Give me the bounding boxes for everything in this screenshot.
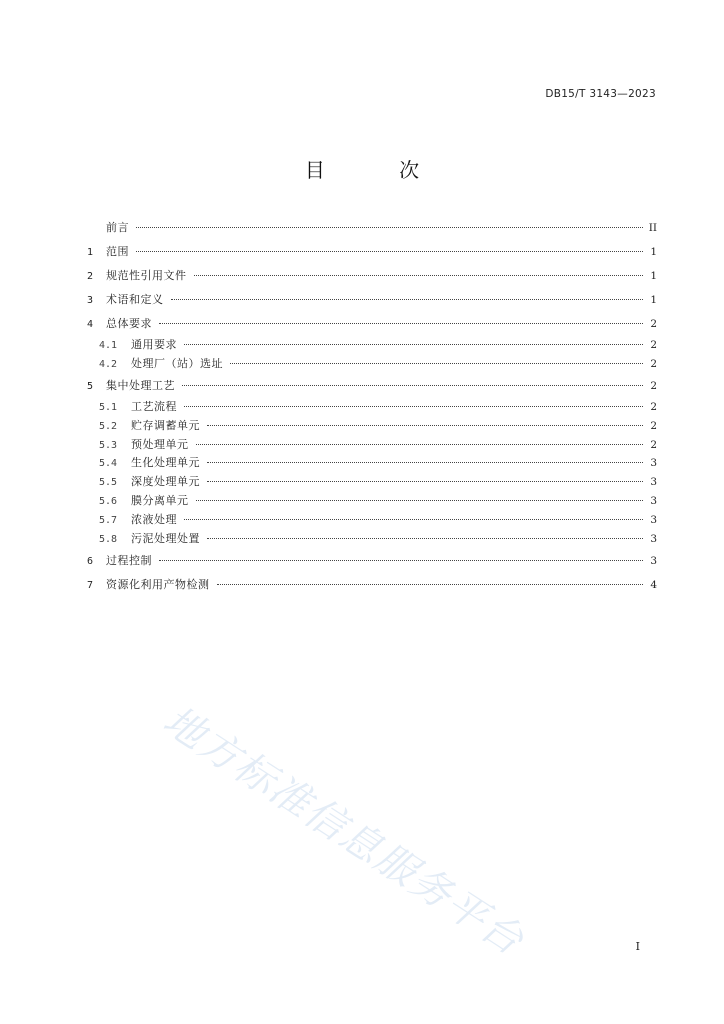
toc-entry-number: 2 xyxy=(87,271,94,282)
toc-entry[interactable] xyxy=(87,398,657,417)
toc-entry-title: 前言 xyxy=(106,221,129,234)
toc-entry[interactable] xyxy=(87,511,657,530)
toc-entry-number: 4.1 xyxy=(99,340,118,351)
watermark: 地方标准信息服务平台 xyxy=(155,697,533,965)
toc-dot-leader xyxy=(184,518,643,520)
toc-entry[interactable] xyxy=(87,492,657,511)
toc-dot-leader xyxy=(207,537,643,539)
toc-entry-title: 膜分离单元 xyxy=(131,494,189,508)
toc-entry-page: 2 xyxy=(650,419,657,432)
toc-entry-title: 污泥处理处置 xyxy=(131,532,200,546)
toc-entry-number: 5.5 xyxy=(99,477,118,489)
toc-dot-leader xyxy=(207,480,643,482)
footer-page-number: I xyxy=(635,940,640,953)
toc-entry-number: 5.3 xyxy=(99,439,118,451)
toc-entry-page: II xyxy=(648,222,657,234)
toc-entry-title: 术语和定义 xyxy=(106,293,164,306)
toc-entry-title: 处理厂（站）选址 xyxy=(131,356,223,370)
toc-entry-number: 6 xyxy=(87,555,94,567)
toc-entry[interactable] xyxy=(87,312,657,336)
toc-entry-title: 深度处理单元 xyxy=(131,475,200,489)
toc-entry-page: 2 xyxy=(650,438,657,451)
toc-entry-page: 2 xyxy=(650,357,657,370)
toc-entry-number: 5 xyxy=(87,380,94,392)
toc-entry-title: 预处理单元 xyxy=(131,437,189,451)
toc-dot-leader xyxy=(207,424,643,426)
toc-entry[interactable] xyxy=(87,216,657,240)
toc-entry-page: 3 xyxy=(650,457,657,470)
toc-entry-page: 3 xyxy=(650,476,657,489)
toc-dot-leader xyxy=(184,343,643,345)
toc-entry-number: 7 xyxy=(87,579,94,591)
toc-entry-title: 工艺流程 xyxy=(131,399,177,413)
toc-dot-leader xyxy=(171,298,644,300)
toc-entry-title: 生化处理单元 xyxy=(131,456,200,470)
toc-entry-title: 资源化利用产物检测 xyxy=(106,577,210,591)
toc-entry-title: 范围 xyxy=(106,245,129,258)
table-of-contents xyxy=(87,216,657,597)
toc-entry-title: 贮存调蓄单元 xyxy=(131,418,200,432)
toc-entry[interactable] xyxy=(87,374,657,398)
toc-entry-number: 5.4 xyxy=(99,458,118,470)
toc-dot-leader xyxy=(159,559,643,561)
toc-dot-leader xyxy=(196,499,644,501)
toc-dot-leader xyxy=(217,583,644,585)
toc-entry[interactable] xyxy=(87,530,657,549)
toc-entry-number: 4.2 xyxy=(99,358,118,370)
toc-entry-title: 浓液处理 xyxy=(131,513,177,527)
toc-entry-title: 总体要求 xyxy=(106,317,152,330)
toc-entry-title: 集中处理工艺 xyxy=(106,378,175,392)
toc-entry-page: 3 xyxy=(650,514,657,527)
toc-entry[interactable] xyxy=(87,288,657,312)
toc-entry-page: 3 xyxy=(650,554,657,567)
toc-entry-number: 3 xyxy=(87,295,94,306)
toc-dot-leader xyxy=(194,274,644,276)
toc-entry-number: 5.2 xyxy=(99,420,118,432)
toc-entry-title: 通用要求 xyxy=(131,338,177,351)
toc-entry-number: 5.6 xyxy=(99,496,118,508)
toc-dot-leader xyxy=(207,461,643,463)
toc-dot-leader xyxy=(159,322,643,324)
toc-entry-page: 1 xyxy=(650,294,657,306)
toc-entry[interactable] xyxy=(87,573,657,597)
toc-entry-title: 过程控制 xyxy=(106,553,152,567)
toc-dot-leader xyxy=(184,405,643,407)
toc-entry-page: 2 xyxy=(650,339,657,351)
toc-entry-number: 4 xyxy=(87,319,94,330)
toc-entry[interactable] xyxy=(87,355,657,374)
toc-entry-number: 1 xyxy=(87,247,94,258)
toc-entry-page: 2 xyxy=(650,318,657,330)
toc-entry-title: 规范性引用文件 xyxy=(106,269,187,282)
toc-entry[interactable] xyxy=(87,417,657,436)
toc-entry-number: 5.7 xyxy=(99,515,118,527)
toc-entry-page: 3 xyxy=(650,533,657,546)
toc-entry-page: 1 xyxy=(650,246,657,258)
toc-entry-page: 2 xyxy=(650,379,657,392)
toc-entry[interactable] xyxy=(87,240,657,264)
toc-dot-leader xyxy=(230,362,643,364)
toc-entry[interactable] xyxy=(87,454,657,473)
toc-entry[interactable] xyxy=(87,436,657,455)
toc-entry[interactable] xyxy=(87,473,657,492)
toc-entry-number: 5.1 xyxy=(99,401,118,413)
toc-dot-leader xyxy=(196,443,644,445)
toc-dot-leader xyxy=(182,384,643,386)
page-title: 目 次 xyxy=(304,158,454,182)
toc-entry-page: 1 xyxy=(650,270,657,282)
toc-entry[interactable] xyxy=(87,264,657,288)
toc-entry[interactable] xyxy=(87,336,657,355)
toc-entry-page: 2 xyxy=(650,400,657,413)
toc-entry[interactable] xyxy=(87,549,657,573)
toc-entry-number: 5.8 xyxy=(99,534,118,546)
standard-code: DB15/T 3143—2023 xyxy=(545,88,656,100)
toc-dot-leader xyxy=(136,250,643,252)
toc-dot-leader xyxy=(136,226,643,228)
toc-entry-page: 4 xyxy=(650,578,657,591)
toc-entry-page: 3 xyxy=(650,495,657,508)
